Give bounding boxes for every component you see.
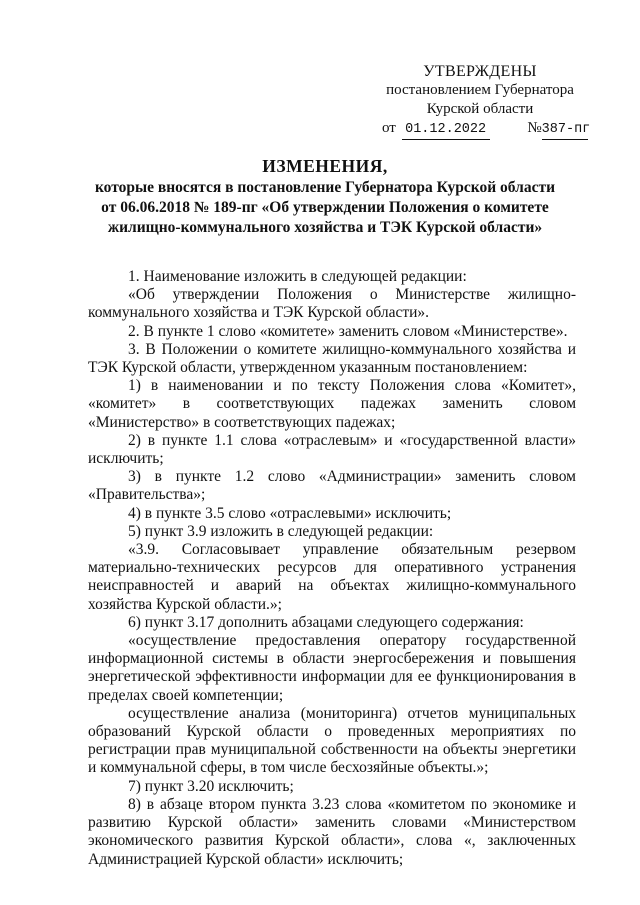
- heading-subtitle-1: которые вносятся в постановление Губернатора Курской области: [94, 179, 556, 196]
- approval-number: 387-пг: [542, 120, 588, 140]
- paragraph: 3. В Положении о комитете жилищно-коммунального хозяйства и ТЭК Курской области, утвержденном указанным постановлением:: [88, 340, 576, 377]
- approval-line-1: постановлением Губернатора: [386, 82, 574, 98]
- paragraph: осуществление анализа (мониторинга) отчетов муниципальных образований Курской области о проведенных мероприятиях по регистрации прав муниципальной собственности на объекты энергетики и коммунальной сферы, в том числе бесхозяйные объекты.»;: [88, 704, 576, 777]
- paragraph: 1. Наименование изложить в следующей редакции:: [128, 268, 467, 285]
- document-body: [88, 268, 576, 869]
- heading-subtitle-2: от 06.06.2018 № 189-пг «Об утверждении Положения о комитете: [101, 199, 549, 216]
- approval-date-line: [380, 119, 591, 140]
- paragraph: 4) в пункте 3.5 слово «отраслевыми» исключить;: [128, 504, 452, 522]
- heading-subtitle-3: жилищно-коммунального хозяйства и ТЭК Курской области»: [107, 219, 543, 236]
- paragraph: 2. В пункте 1 слово «комитете» заменить словом «Министерстве».: [128, 322, 568, 340]
- approval-stamp: [380, 62, 591, 140]
- heading-title: ИЗМЕНЕНИЯ,: [262, 156, 388, 176]
- paragraph: 7) пункт 3.20 исключить;: [128, 777, 294, 795]
- approval-title: УТВЕРЖДЕНЫ: [423, 63, 537, 80]
- date-prefix: от: [382, 120, 396, 136]
- approval-date: 01.12.2022: [402, 120, 490, 140]
- paragraph: 3) в пункте 1.2 слово «Администрации» заменить словом «Правительства»;: [88, 468, 576, 504]
- paragraph: 8) в абзаце втором пункта 3.23 слова «комитетом по экономике и развитию Курской области» заменить словами «Министерством экономического развития Курской области», слова «, заключенных Администрацией Курской области» исключить;: [88, 795, 576, 868]
- paragraph: «Об утверждении Положения о Министерстве жилищно-коммунального хозяйства и ТЭК Курской области».: [88, 286, 576, 322]
- paragraph: 5) пункт 3.9 изложить в следующей редакции:: [128, 522, 434, 540]
- paragraph: 6) пункт 3.17 дополнить абзацами следующего содержания:: [128, 613, 524, 631]
- paragraph: «3.9. Согласовывает управление обязательным резервом материально-технических ресурсов для оперативного устранения неисправностей и аварий на объектах жилищно-коммунального хозяйства Курской области.»;: [88, 541, 576, 613]
- paragraph: 2) в пункте 1.1 слова «отраслевым» и «государственной власти» исключить;: [88, 431, 576, 468]
- paragraph: «осуществление предоставления оператору государственной информационной системы в области энергосбережения и повышения энергетической эффективности информации для ее функционирования в пределах своей компетенции;: [88, 632, 576, 704]
- number-label: №: [527, 120, 542, 136]
- paragraph: 1) в наименовании и по тексту Положения слова «Комитет», «комитет» в соответствующих падежах заменить словом «Министерство» в соответствующих падежах;: [88, 377, 576, 431]
- approval-line-2: Курской области: [426, 101, 534, 117]
- document-heading: [80, 156, 570, 238]
